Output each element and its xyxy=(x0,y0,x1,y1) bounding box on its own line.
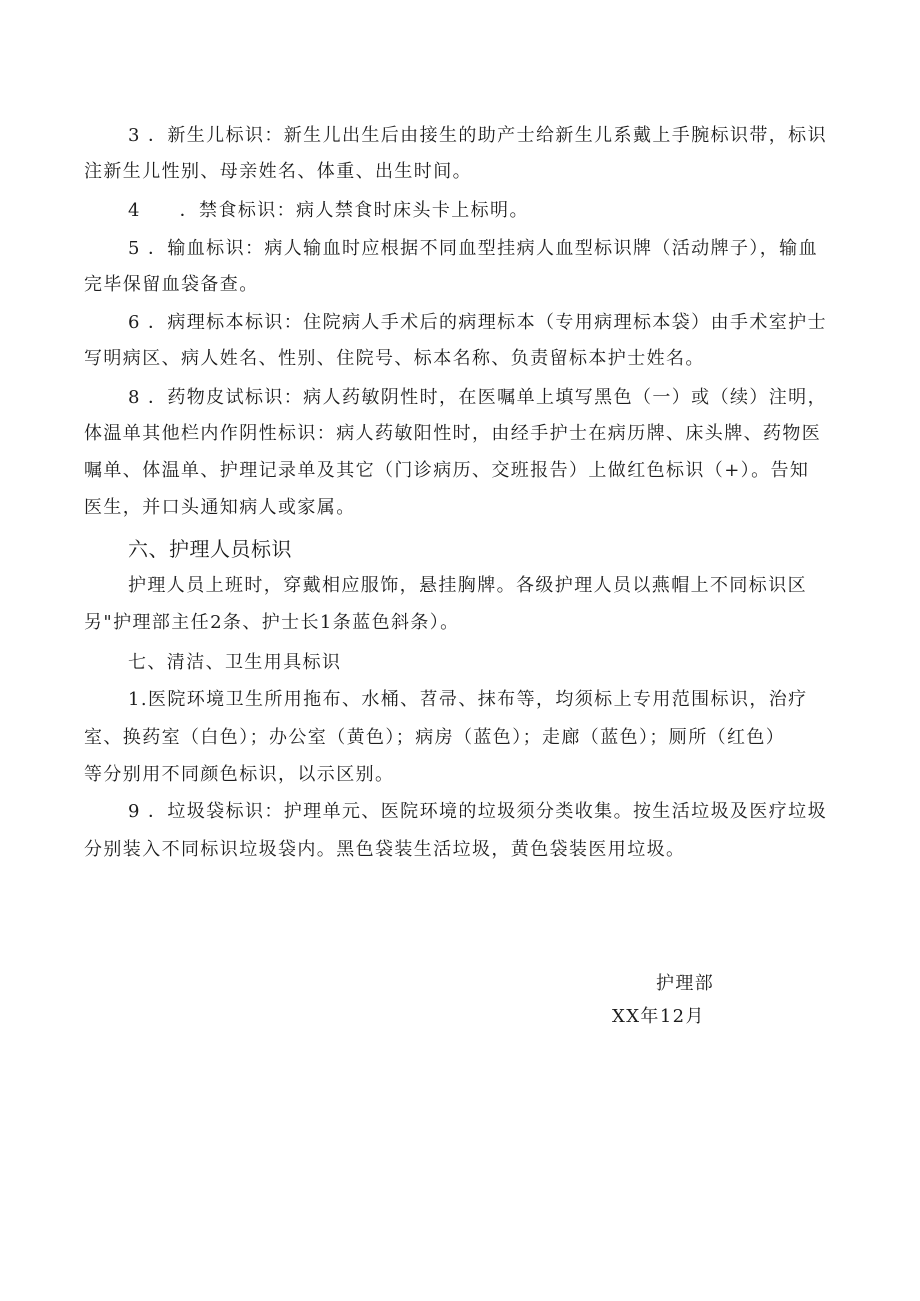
paragraph-skin-test-id-line2: 体温单其他栏内作阴性标识：病人药敏阳性时，由经手护士在病历牌、床头牌、药物医 xyxy=(84,423,822,444)
paragraph-pathology-id-line1: 6 ．病理标本标识：住院病人手术后的病理标本（专用病理标本袋）由手术室护士 xyxy=(128,312,827,333)
paragraph-skin-test-id-line3: 嘱单、体温单、护理记录单及其它（门诊病历、交班报告）上做红色标识（+）。告知 xyxy=(84,460,810,481)
paragraph-skin-test-id-line4: 医生，并口头通知病人或家属。 xyxy=(84,497,356,518)
paragraph-newborn-id-line2: 注新生儿性别、母亲姓名、体重、出生时间。 xyxy=(84,161,472,182)
paragraph-pathology-id-line2: 写明病区、病人姓名、性别、住院号、标本名称、负责留标本护士姓名。 xyxy=(84,348,705,369)
paragraph-fasting-id: 4 ．禁食标识：病人禁食时床头卡上标明。 xyxy=(128,200,529,221)
signature-date: XX年12月 xyxy=(612,1006,705,1027)
paragraph-cleaning-tools-line2: 室、换药室（白色）；办公室（黄色）；病房（蓝色）；走廊（蓝色）；厕所（红色） xyxy=(84,727,786,748)
paragraph-newborn-id-line1: 3 ．新生儿标识：新生儿出生后由接生的助产士给新生儿系戴上手腕标识带，标识 xyxy=(128,125,827,146)
paragraph-nursing-staff-line1: 护理人员上班时，穿戴相应服饰，悬挂胸牌。各级护理人员以燕帽上不同标识区 xyxy=(128,575,807,596)
paragraph-transfusion-id-line1: 5 ．输血标识：病人输血时应根据不同血型挂病人血型标识牌（活动牌子），输血 xyxy=(128,238,818,259)
paragraph-cleaning-tools-line1: 1.医院环境卫生所用拖布、水桶、苕帚、抹布等，均须标上专用范围标识，治疗 xyxy=(128,689,808,710)
paragraph-skin-test-id-line1: 8 ．药物皮试标识：病人药敏阴性时，在医嘱单上填写黑色（一）或（续）注明， xyxy=(128,387,827,408)
section-heading-cleaning-tools: 七、清洁、卫生用具标识 xyxy=(128,652,342,673)
paragraph-transfusion-id-line2: 完毕保留血袋备查。 xyxy=(84,274,259,295)
paragraph-cleaning-tools-line3: 等分别用不同颜色标识，以示区别。 xyxy=(84,764,395,785)
section-heading-nursing-staff: 六、护理人员标识 xyxy=(128,537,292,561)
paragraph-nursing-staff-line2: 另"护理部主任2条、护士长1条蓝色斜条）。 xyxy=(84,612,460,633)
paragraph-garbage-bag-id-line1: 9 ．垃圾袋标识：护理单元、医院环境的垃圾须分类收集。按生活垃圾及医疗垃圾 xyxy=(128,801,827,822)
signature-department: 护理部 xyxy=(656,973,715,994)
paragraph-garbage-bag-id-line2: 分别装入不同标识垃圾袋内。黑色袋装生活垃圾，黄色袋装医用垃圾。 xyxy=(84,839,686,860)
